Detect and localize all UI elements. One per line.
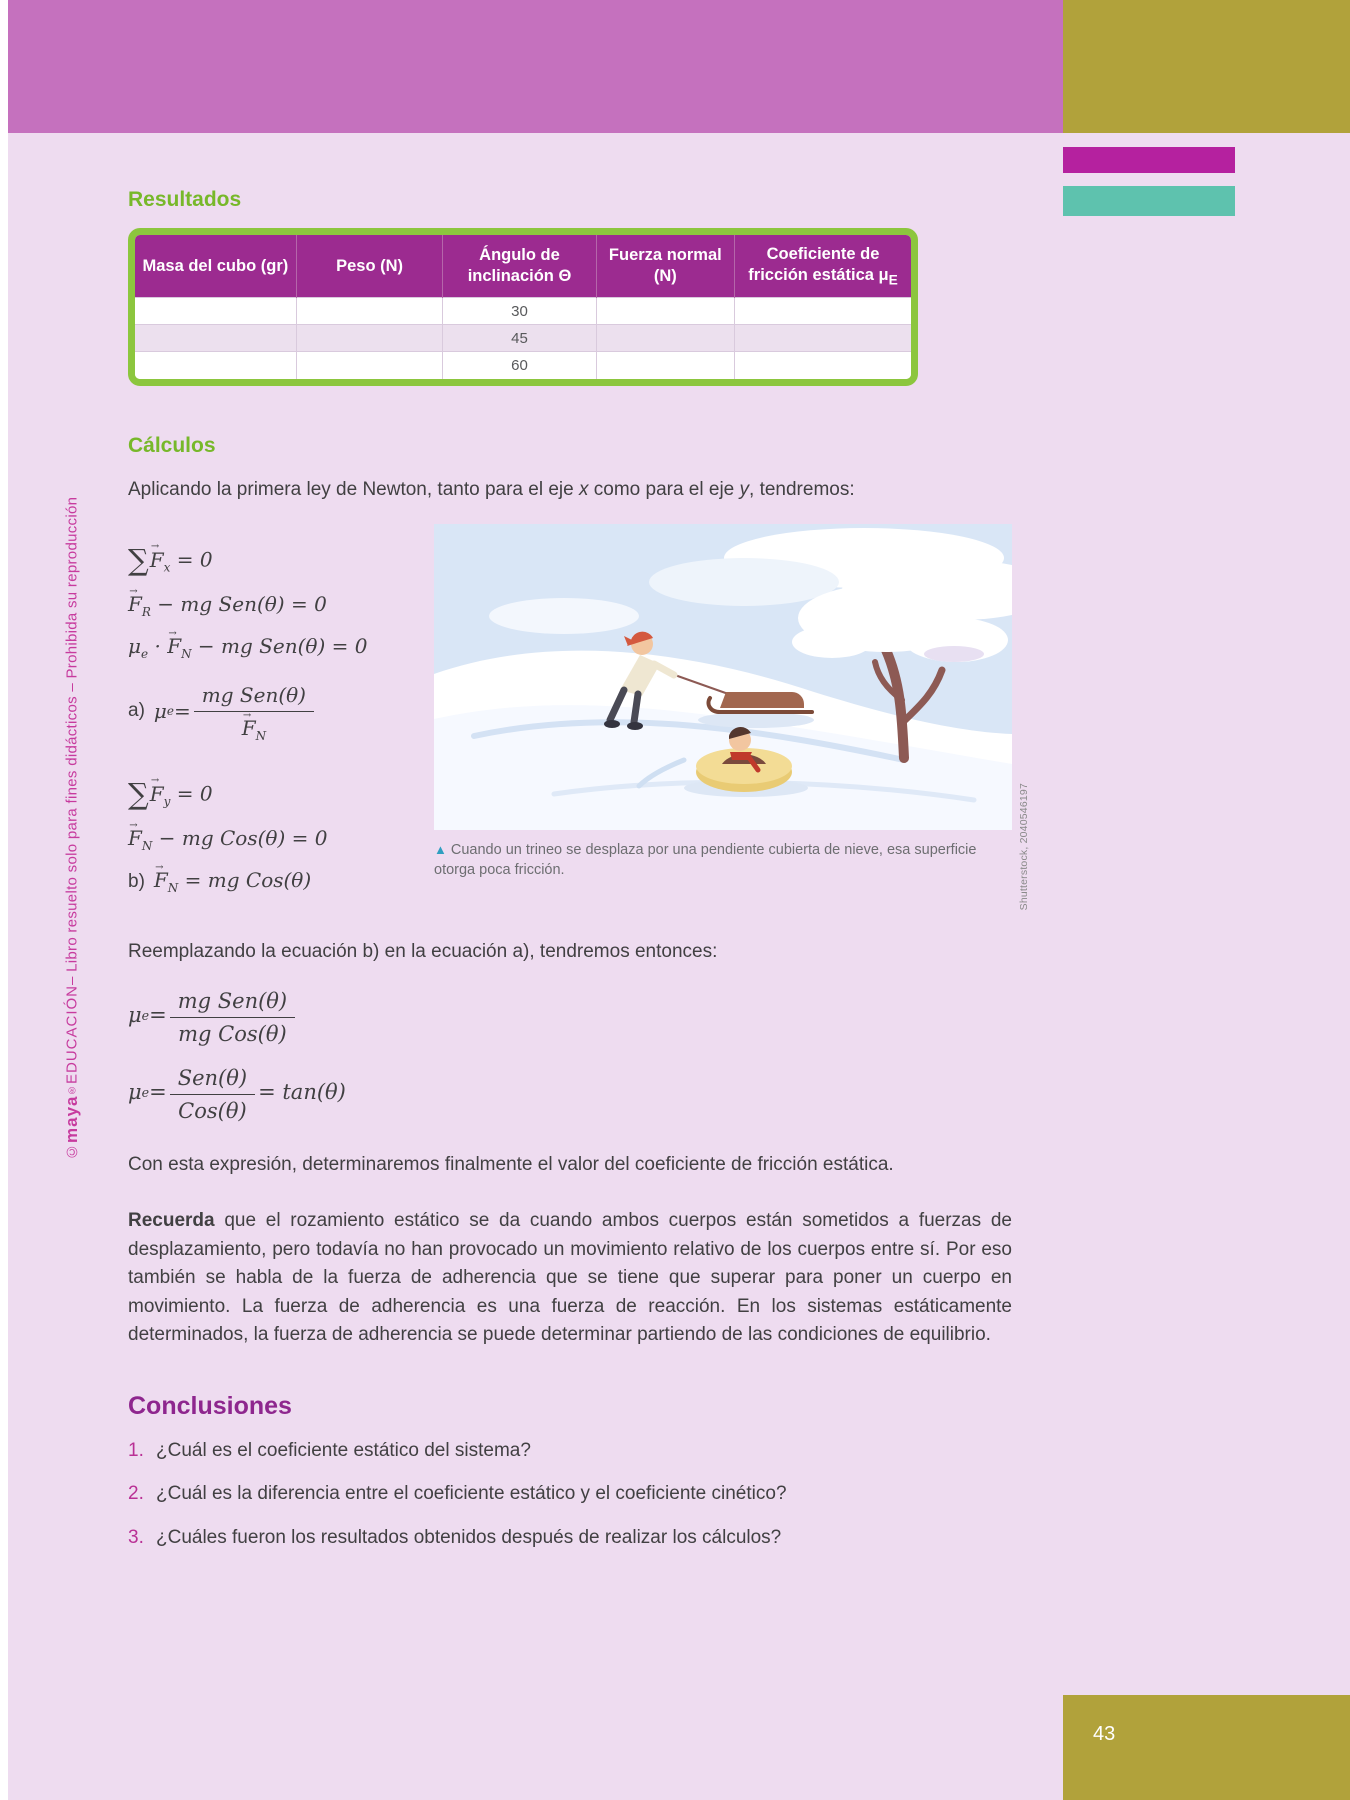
math-fragment: = <box>149 1080 167 1105</box>
equation-normal-force <box>128 826 434 853</box>
force-vector: F → <box>150 548 164 572</box>
equation-sum-fx <box>128 543 434 577</box>
math-fragment: = mg Cos(θ) <box>178 868 312 893</box>
copyright-symbol: © <box>63 1142 81 1160</box>
table-cell <box>296 325 443 352</box>
math-fragment: − mg Sen(θ) = 0 <box>191 634 368 659</box>
sigma-symbol: ∑ <box>128 777 149 812</box>
table-cell <box>135 325 296 352</box>
item-text: ¿Cuál es la diferencia entre el coeficiente estático y el coeficiente cinético? <box>156 1483 787 1505</box>
table-cell <box>135 352 296 379</box>
photo-credit: Shutterstock, 2040546197 <box>1018 782 1030 911</box>
copyright-notice: – Libro resuelto solo para fines didácticos – Prohibida su reproducción <box>63 496 81 985</box>
force-vector: F → <box>242 716 256 740</box>
col-header-coeficiente <box>735 235 911 298</box>
maya-logo: maya <box>62 1095 81 1143</box>
fraction-numerator: Sen(θ) <box>170 1066 255 1095</box>
math-subscript: e <box>166 704 175 719</box>
winter-scene-illustration <box>434 524 1012 830</box>
force-vector: F → <box>128 592 142 616</box>
math-fragment: − mg Cos(θ) = 0 <box>152 826 328 851</box>
math-fragment: · <box>148 634 168 659</box>
fraction-numerator: mg Sen(θ) <box>170 989 295 1018</box>
table-header-row <box>135 235 911 298</box>
table-row <box>135 325 911 352</box>
mu-symbol: μ <box>153 699 167 724</box>
math-subscript: y <box>163 794 171 809</box>
math-subscript: x <box>163 560 171 575</box>
table-cell <box>296 298 443 325</box>
equation-a <box>128 681 434 744</box>
math-subscript: N <box>255 729 267 744</box>
equation-label-b: b) <box>128 871 145 893</box>
equation-sum-fy <box>128 777 434 811</box>
equation-b <box>128 868 434 895</box>
registered-symbol: ® <box>66 1083 78 1096</box>
equation-friction-force <box>128 592 434 619</box>
item-number: 3. <box>128 1526 144 1548</box>
table-cell <box>735 298 911 325</box>
item-text: ¿Cuáles fueron los resultados obtenidos después de realizar los cálculos? <box>156 1526 782 1548</box>
results-heading: Resultados <box>128 188 242 211</box>
fraction-denominator <box>242 712 266 743</box>
table-cell <box>296 352 443 379</box>
table-cell: 30 <box>443 298 596 325</box>
equations-column <box>128 524 434 910</box>
force-vector: F → <box>167 634 181 658</box>
equation-mu-tan <box>128 1064 1012 1121</box>
intro-text: Aplicando la primera ley de Newton, tanto para el eje <box>128 478 579 500</box>
table-cell: 60 <box>443 352 596 379</box>
col-header-coeficiente-text: Coeficiente de fricción estática μ <box>748 245 889 284</box>
math-subscript: e <box>141 1084 150 1100</box>
fraction <box>170 1066 255 1123</box>
math-subscript: R <box>141 605 151 620</box>
calculos-heading: Cálculos <box>128 433 216 457</box>
conclusion-item <box>128 1480 1012 1508</box>
math-fragment: − mg Sen(θ) = 0 <box>150 592 327 617</box>
math-fragment: = <box>149 1003 167 1028</box>
force-vector: F → <box>150 782 164 806</box>
mu-symbol: μ <box>128 634 141 659</box>
math-fragment: = 0 <box>170 781 213 806</box>
recuerda-bold: Recuerda <box>128 1210 215 1232</box>
item-number: 1. <box>128 1439 144 1461</box>
force-vector: F → <box>154 868 168 892</box>
fraction-denominator: Cos(θ) <box>178 1098 247 1123</box>
col-header-angulo: Ángulo de inclinación Θ <box>443 235 596 298</box>
replace-text: Reemplazando la ecuación b) en la ecuación a), tendremos entonces: <box>128 941 718 963</box>
math-subscript: N <box>167 881 179 896</box>
conclusion-item <box>128 1437 1012 1465</box>
fraction <box>194 683 314 743</box>
mu-symbol: μ <box>128 1003 142 1028</box>
caption-text: Cuando un trineo se desplaza por una pendiente cubierta de nieve, esa superficie otorga poca fricción. <box>434 842 977 879</box>
brand-name: EDUCACIÓN <box>63 984 81 1084</box>
page-number: 43 <box>1093 1723 1116 1745</box>
force-vector: F → <box>128 826 142 850</box>
axis-x: x <box>578 478 589 500</box>
figure-column <box>434 524 1030 911</box>
table-cell <box>735 352 911 379</box>
fraction-denominator: mg Cos(θ) <box>178 1021 287 1046</box>
caption-triangle-icon: ▲ <box>434 842 447 858</box>
conclusions-heading: Conclusiones <box>128 1391 292 1420</box>
main-content <box>128 188 1030 1551</box>
table-cell <box>135 298 296 325</box>
table-cell <box>596 298 735 325</box>
recuerda-paragraph <box>128 1207 1012 1350</box>
footer-block-olive <box>1063 1695 1350 1800</box>
intro-text: , tendremos: <box>749 478 855 500</box>
table-row <box>135 352 911 379</box>
item-number: 2. <box>128 1483 144 1505</box>
accent-bar-teal <box>1063 186 1235 216</box>
intro-text: como para el eje <box>588 478 740 500</box>
math-subscript: N <box>181 647 192 662</box>
figure-caption <box>434 840 996 881</box>
header-band-magenta <box>8 0 1063 133</box>
table-cell <box>735 325 911 352</box>
axis-y: y <box>739 478 750 500</box>
math-fragment: = tan(θ) <box>258 1080 346 1105</box>
closing-text: Con esta expresión, determinaremos finalmente el valor del coeficiente de fricción estática. <box>128 1153 894 1175</box>
calc-intro <box>128 476 1012 505</box>
accent-bar-magenta <box>1063 147 1235 173</box>
col-header-masa: Masa del cubo (gr) <box>135 235 296 298</box>
header-block-olive <box>1063 0 1350 133</box>
equation-mu-fraction <box>128 987 1012 1044</box>
conclusion-item <box>128 1524 1012 1552</box>
col-header-peso: Peso (N) <box>296 235 443 298</box>
mu-symbol: μ <box>128 1080 142 1105</box>
equation-label-a: a) <box>128 700 145 722</box>
math-subscript: e <box>141 1007 150 1023</box>
fraction-numerator: mg Sen(θ) <box>194 683 314 712</box>
item-text: ¿Cuál es el coeficiente estático del sistema? <box>156 1439 531 1461</box>
math-fragment: = <box>174 699 191 724</box>
col-header-fuerza: Fuerza normal (N) <box>596 235 735 298</box>
recuerda-text: que el rozamiento estático se da cuando ambos cuerpos están sometidos a fuerzas de desplazamiento, pero todavía no han provocado un movimiento relativo de los cuerpos entre sí. Por eso también se habla de la fuerza de adherencia que se tiene que superar para poner un cuerpo en movimiento. La fuerza de adherencia es una fuerza de reacción. En los sistemas estáticamente determinados, la fuerza de adherencia se puede determinar partiendo de las condiciones de equilibrio. <box>128 1210 1012 1346</box>
mu-subscript: E <box>888 271 898 287</box>
sigma-symbol: ∑ <box>128 543 149 578</box>
results-table <box>128 228 918 386</box>
table-cell <box>596 352 735 379</box>
table-cell <box>596 325 735 352</box>
math-subscript: N <box>141 839 153 854</box>
equation-mu-normal <box>128 634 434 661</box>
table-row <box>135 298 911 325</box>
math-subscript: e <box>141 647 149 662</box>
calc-columns <box>128 524 1030 911</box>
math-fragment: = 0 <box>170 547 213 572</box>
copyright-sidebar <box>62 420 82 1160</box>
table-cell: 45 <box>443 325 596 352</box>
fraction <box>170 989 295 1046</box>
